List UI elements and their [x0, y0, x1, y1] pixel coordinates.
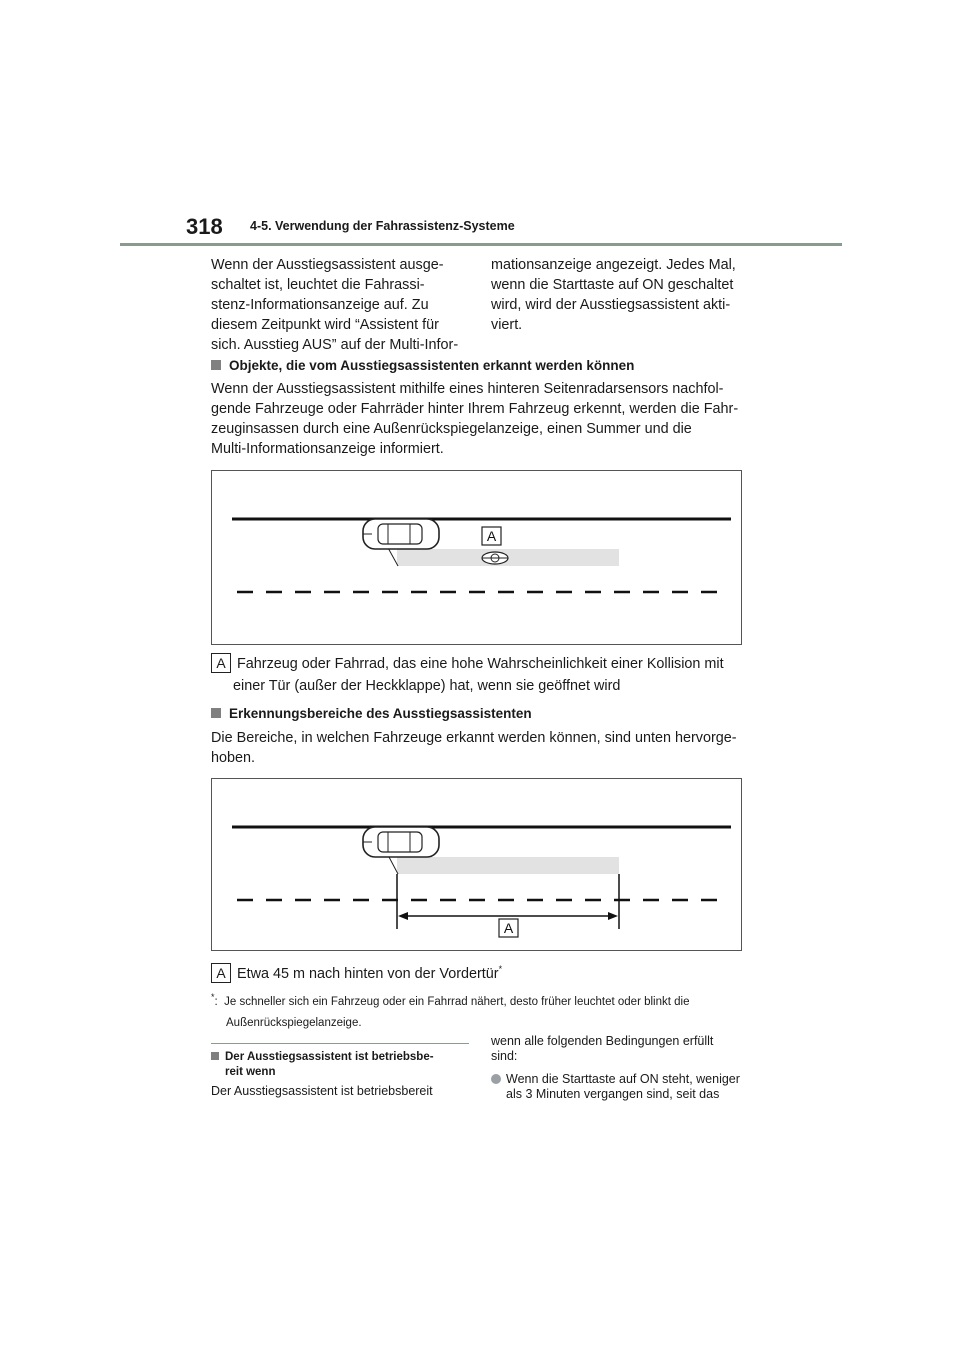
caption-line2: einer Tür (außer der Heckklappe) hat, wenn sie geöffnet wird: [233, 678, 621, 694]
footnote-line1: Je schneller sich ein Fahrzeug oder ein Fahrrad nähert, desto früher leuchtet oder blinkt die: [224, 995, 690, 1008]
section1-heading-text: Objekte, die vom Ausstiegsassistenten erkannt werden können: [229, 358, 635, 373]
square-bullet-icon: [211, 708, 221, 718]
intro-right-line: wenn die Starttaste auf ON geschaltet: [491, 277, 734, 293]
section2-caption: [211, 958, 751, 985]
intro-right-column: [491, 255, 761, 335]
intro-right-line: viert.: [491, 317, 523, 333]
figure-detection-svg: [212, 779, 741, 950]
footnote-star: *: [211, 992, 215, 1002]
intro-right-line: mationsanzeige angezeigt. Jedes Mal,: [491, 257, 736, 273]
car-icon: [363, 827, 439, 857]
intro-right-line: wird, wird der Ausstiegsassistent akti-: [491, 297, 731, 313]
page-number: 318: [186, 214, 223, 239]
intro-left-line: stenz-Informationsanzeige auf. Zu: [211, 297, 429, 313]
caption-badge: A: [211, 963, 231, 983]
detection-zone: [397, 857, 619, 874]
bottom-left-column: [211, 1050, 471, 1099]
square-bullet-icon: [211, 360, 221, 370]
intro-left-column: [211, 255, 481, 355]
bullet-line1: Wenn die Starttaste auf ON steht, weniger: [506, 1072, 740, 1086]
section2-heading-text: Erkennungsbereiche des Ausstiegsassistenten: [229, 706, 532, 721]
caption-text: Etwa 45 m nach hinten von der Vordertür: [237, 965, 499, 982]
section1-heading: [211, 358, 634, 373]
intro-left-line: diesem Zeitpunkt wird “Assistent für: [211, 317, 439, 333]
bottom-right-line2: sind:: [491, 1049, 518, 1063]
section2-heading: [211, 706, 532, 721]
section1-line: gende Fahrzeuge oder Fahrräder hinter Ihrem Fahrzeug erkennt, werden die Fahr-: [211, 401, 739, 417]
footnote-colon: :: [214, 995, 218, 1008]
footnote: [211, 987, 751, 1034]
caption-badge: A: [211, 653, 231, 673]
intro-left-line: sich. Ausstieg AUS” auf der Multi-Infor-: [211, 337, 459, 353]
figure1-label: A: [486, 528, 497, 544]
section2-line: hoben.: [211, 750, 256, 766]
zone-edge-line: [389, 857, 398, 874]
figure2-label: A: [503, 920, 514, 936]
section1-body: [211, 379, 746, 459]
figure-objects-detected: [211, 470, 742, 645]
section-title: 4-5. Verwendung der Fahrassistenz-Systeme: [250, 219, 515, 233]
bottom-right-line1: wenn alle folgenden Bedingungen erfüllt: [491, 1034, 714, 1048]
figure-objects-svg: [212, 471, 741, 644]
bullet-dot-icon: [491, 1074, 501, 1084]
bottom-right-column: [491, 1034, 761, 1102]
bottom-heading1: Der Ausstiegsassistent ist betriebsbe-: [225, 1051, 434, 1063]
section1-line: zeuginsassen durch eine Außenrückspiegelanzeige, einen Summer und die: [211, 421, 692, 437]
bullet-line2: als 3 Minuten vergangen sind, seit das: [506, 1087, 720, 1101]
arrow-right-icon: [608, 912, 618, 920]
header-rule: [120, 243, 842, 246]
footnote-marker: *: [498, 964, 503, 974]
intro-left-line: schaltet ist, leuchtet die Fahrassi-: [211, 277, 425, 293]
bottom-heading2: reit wenn: [225, 1066, 276, 1078]
section2-line: Die Bereiche, in welchen Fahrzeuge erkannt werden können, sind unten hervorge-: [211, 730, 737, 746]
square-bullet-icon: [211, 1052, 219, 1060]
footnote-line2: Außenrückspiegelanzeige.: [226, 1016, 362, 1029]
section1-line: Wenn der Ausstiegsassistent mithilfe eines hinteren Seitenradarsensors nachfol-: [211, 381, 724, 397]
car-icon: [363, 519, 439, 549]
bottom-rule: [211, 1043, 469, 1044]
figure-detection-area: [211, 778, 742, 951]
intro-left-line: Wenn der Ausstiegsassistent ausge-: [211, 257, 444, 273]
arrow-left-icon: [398, 912, 408, 920]
section2-body: [211, 728, 746, 768]
section1-caption: [211, 653, 751, 675]
bicycle-icon: [482, 552, 508, 564]
section1-line: Multi-Informationsanzeige informiert.: [211, 441, 444, 457]
bottom-left-text: Der Ausstiegsassistent ist betriebsbereit: [211, 1084, 433, 1098]
caption-line1: Fahrzeug oder Fahrrad, das eine hohe Wahrscheinlichkeit einer Kollision mit: [237, 656, 724, 672]
